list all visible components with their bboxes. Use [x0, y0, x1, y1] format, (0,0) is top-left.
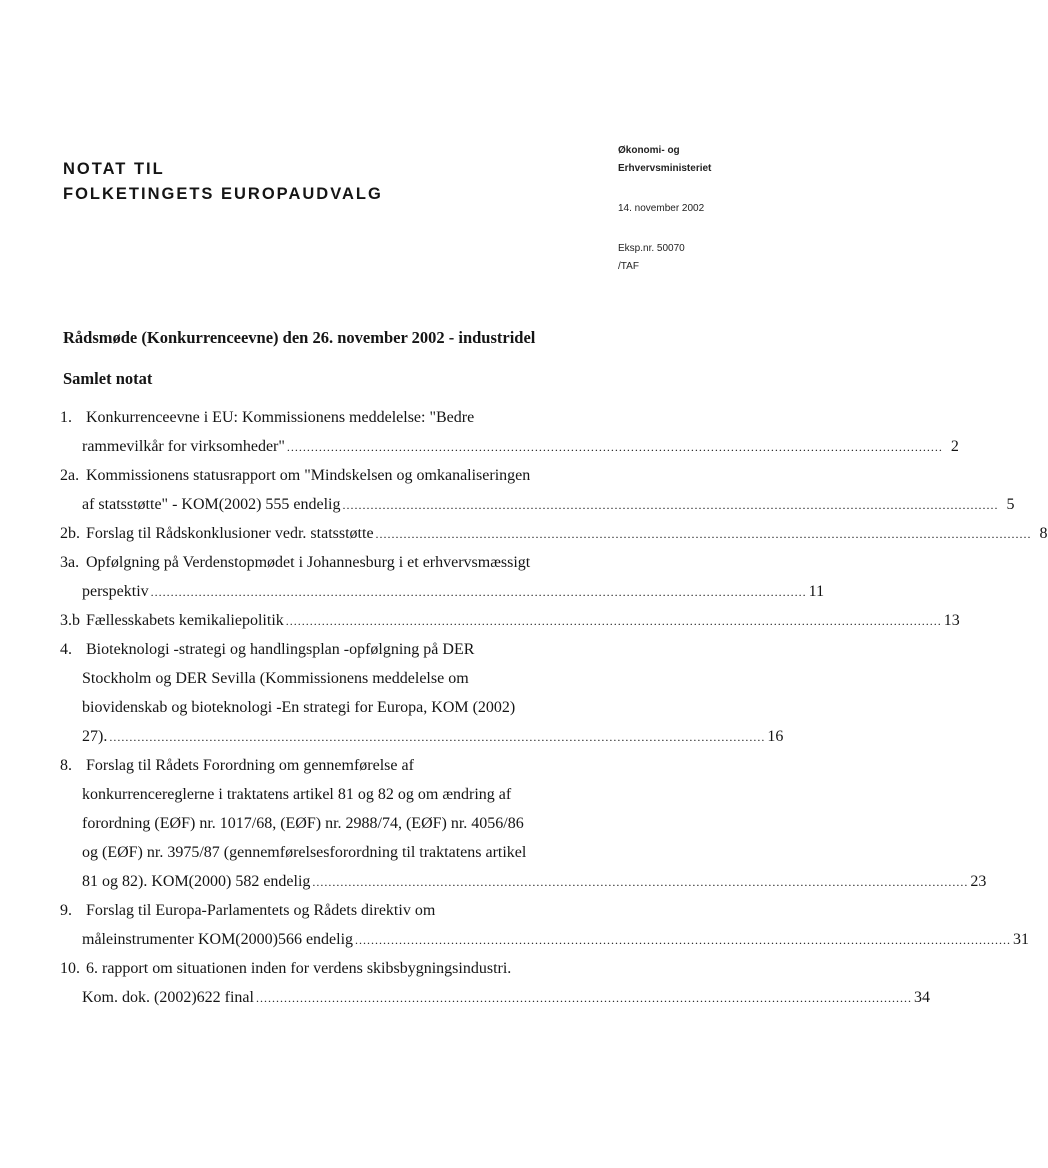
- toc-entry-title-end: 81 og 82). KOM(2000) 582 endelig: [82, 873, 311, 890]
- heading-line-2: FOLKETINGETS EUROPAUDVALG: [63, 185, 383, 203]
- toc-entry-line: [60, 954, 560, 983]
- ministry-name: [618, 142, 711, 178]
- toc-entry-number: 9.: [60, 902, 72, 919]
- toc-entry: [60, 635, 784, 751]
- toc-entry: [60, 751, 987, 896]
- ministry-line-2: Erhvervsministeriet: [618, 163, 712, 174]
- dot-leader: ....................................................................................................................................................................: [355, 933, 1012, 947]
- toc-entry-title-end: Fællesskabets kemikaliepolitik: [86, 612, 284, 629]
- toc-entry-title-end: af statsstøtte" - KOM(2002) 555 endelig: [82, 496, 341, 513]
- toc-entry-line: [60, 664, 560, 693]
- document-date: 14. november 2002: [618, 203, 705, 214]
- ministry-line-1: Økonomi- og: [618, 145, 680, 156]
- toc-entry-number: 1.: [60, 409, 72, 426]
- toc-entry: [60, 548, 825, 606]
- toc-entry-last-line: [60, 490, 1015, 519]
- toc-entry-last-line: [60, 432, 959, 461]
- toc-entry-title-end: rammevilkår for virksomheder": [82, 438, 285, 455]
- document-heading: [63, 157, 383, 207]
- dot-leader: ....................................................................................................................................................................: [255, 991, 912, 1005]
- toc-entry-number: 3a.: [60, 554, 80, 571]
- toc-entry-line: [60, 751, 560, 780]
- reference-line-1: Eksp.nr. 50070: [618, 243, 685, 254]
- toc-entry-line: [60, 635, 560, 664]
- dot-leader: ....................................................................................................................................................................: [312, 875, 969, 889]
- toc-page-number: 16: [767, 728, 784, 745]
- toc-entry-text: Kommissionens statusrapport om "Mindskelsen og omkanaliseringen: [86, 467, 531, 484]
- meeting-subject: Rådsmøde (Konkurrenceevne) den 26. november 2002 - industridel: [63, 328, 536, 347]
- toc-entry-number: 2a.: [60, 467, 80, 484]
- toc-entry-number: 3.b: [60, 612, 80, 629]
- toc-entry-title-end: Kom. dok. (2002)622 final: [82, 989, 254, 1006]
- toc-entry: [60, 896, 1030, 954]
- reference-line-2: /TAF: [618, 261, 639, 272]
- toc-entry-title-end: perspektiv: [82, 583, 149, 600]
- toc-entry-title-end: måleinstrumenter KOM(2000)566 endelig: [82, 931, 354, 948]
- dot-leader: ....................................................................................................................................................................: [150, 585, 807, 599]
- toc-entry: [60, 403, 959, 461]
- table-of-contents: [60, 403, 1048, 1012]
- toc-entry: [60, 606, 960, 635]
- toc-page-number: 34: [913, 989, 930, 1006]
- toc-entry-title-end: Forslag til Rådskonklusioner vedr. statsstøtte: [86, 525, 374, 542]
- toc-entry-number: 8.: [60, 757, 72, 774]
- dot-leader: ....................................................................................................................................................................: [109, 730, 766, 744]
- heading-line-1: NOTAT TIL: [63, 160, 165, 178]
- toc-entry-last-line: [60, 606, 960, 635]
- toc-entry-text: Forslag til Europa-Parlamentets og Rådets direktiv om: [86, 902, 436, 919]
- toc-entry-text: Bioteknologi -strategi og handlingsplan -opfølgning på DER: [86, 641, 475, 658]
- toc-entry-text: forordning (EØF) nr. 1017/68, (EØF) nr. 2988/74, (EØF) nr. 4056/86: [82, 815, 524, 832]
- toc-entry-title-end: 27).: [82, 728, 108, 745]
- toc-entry-last-line: [60, 519, 1048, 548]
- toc-entry: [60, 954, 930, 1012]
- toc-entry-last-line: [60, 867, 987, 896]
- toc-entry-text: Konkurrenceevne i EU: Kommissionens meddelelse: "Bedre: [86, 409, 475, 426]
- toc-page-number: 23: [970, 873, 987, 890]
- toc-page-number: 5: [1006, 496, 1015, 513]
- toc-entry-text: Opfølgning på Verdenstopmødet i Johannesburg i et erhvervsmæssigt: [86, 554, 531, 571]
- toc-page-number: 8: [1039, 525, 1048, 542]
- toc-entry-number: 2b.: [60, 525, 80, 542]
- toc-entry-number: 4.: [60, 641, 72, 658]
- toc-entry-text: og (EØF) nr. 3975/87 (gennemførelsesforordning til traktatens artikel: [82, 844, 527, 861]
- toc-entry-line: [60, 548, 560, 577]
- toc-entry-number: 10.: [60, 960, 80, 977]
- toc-entry-line: [60, 780, 560, 809]
- document-subtitle: Samlet notat: [63, 369, 153, 388]
- toc-entry-line: [60, 693, 560, 722]
- dot-leader: ....................................................................................................................................................................: [286, 440, 943, 454]
- toc-entry-text: Forslag til Rådets Forordning om gennemførelse af: [86, 757, 414, 774]
- toc-entry-line: [60, 403, 560, 432]
- toc-entry-text: 6. rapport om situationen inden for verdens skibsbygningsindustri.: [86, 960, 512, 977]
- toc-page-number: 2: [950, 438, 959, 455]
- toc-entry-text: Stockholm og DER Sevilla (Kommissionens meddelelse om: [82, 670, 469, 687]
- toc-entry-line: [60, 461, 560, 490]
- dot-leader: ....................................................................................................................................................................: [375, 527, 1032, 541]
- toc-entry-text: konkurrencereglerne i traktatens artikel 81 og 82 og om ændring af: [82, 786, 512, 803]
- dot-leader: ....................................................................................................................................................................: [285, 614, 942, 628]
- toc-entry-last-line: [60, 722, 784, 751]
- toc-entry-line: [60, 896, 560, 925]
- toc-entry-text: biovidenskab og bioteknologi -En strategi for Europa, KOM (2002): [82, 699, 516, 716]
- toc-entry-line: [60, 809, 560, 838]
- toc-entry-line: [60, 838, 560, 867]
- toc-page-number: 11: [808, 583, 825, 600]
- toc-entry: [60, 461, 1015, 519]
- toc-page-number: 13: [943, 612, 960, 629]
- reference-number: [618, 240, 685, 276]
- toc-page-number: 31: [1013, 931, 1030, 948]
- toc-entry-last-line: [60, 983, 930, 1012]
- toc-entry-last-line: [60, 925, 1030, 954]
- dot-leader: ....................................................................................................................................................................: [342, 498, 999, 512]
- toc-entry: [60, 519, 1048, 548]
- toc-entry-last-line: [60, 577, 825, 606]
